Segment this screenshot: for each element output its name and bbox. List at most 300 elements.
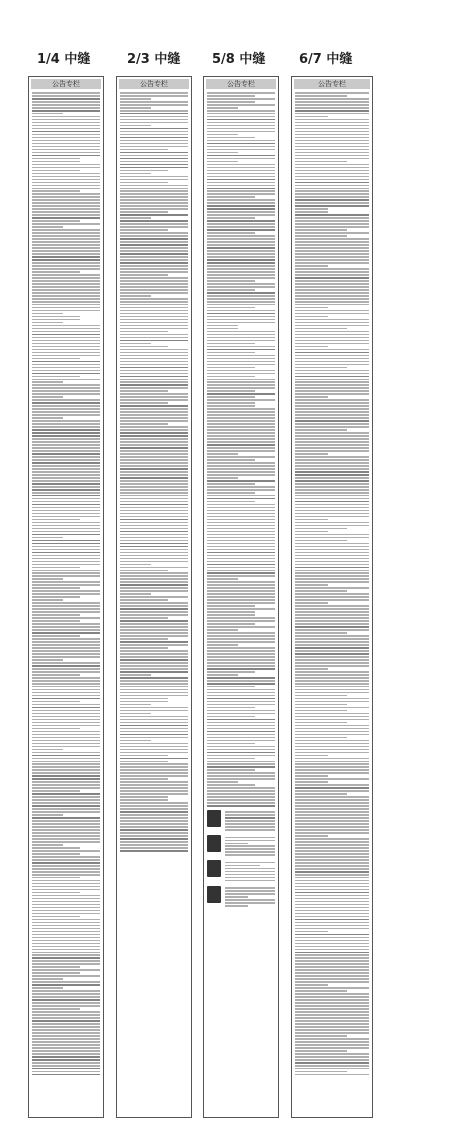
text-line [295,137,369,139]
text-line [295,247,369,249]
text-line [120,546,188,548]
text-line [120,766,188,768]
text-line [120,101,188,103]
text-line [120,182,168,184]
text-line [295,208,328,210]
notice-body [32,92,100,1075]
text-line [120,358,188,360]
text-line [295,886,369,888]
text-line [295,668,328,670]
text-line [120,301,188,303]
text-line [295,802,369,804]
text-line [207,373,275,375]
text-line [120,531,188,533]
text-line [32,164,100,166]
text-line [295,531,328,533]
text-line [207,190,275,192]
text-line [120,719,188,721]
text-line [207,769,255,771]
text-line [295,441,369,443]
text-line [207,232,255,234]
text-line [295,229,347,231]
text-line [32,916,80,918]
text-line [120,534,188,536]
text-line [120,438,188,440]
text-line [295,259,369,261]
text-line [295,202,369,204]
text-line [207,113,275,115]
text-line [32,1008,80,1010]
text-line [120,716,188,718]
text-line [207,337,275,339]
text-line [295,710,347,712]
text-line [225,871,275,873]
text-line [295,185,369,187]
text-line [207,271,275,273]
text-line [207,274,275,276]
text-line [32,584,100,586]
text-line [207,659,275,661]
text-line [207,229,275,231]
text-line [295,755,328,757]
text-line [32,614,80,616]
text-line [207,381,275,383]
text-line [295,763,369,765]
text-line [295,895,369,897]
text-line [120,737,188,739]
text-line [120,602,188,604]
text-line [295,698,369,700]
text-line [32,408,100,410]
text-line [32,298,100,300]
text-line [295,844,369,846]
text-line [32,1044,100,1046]
text-line [32,650,100,652]
text-line [207,602,275,604]
text-line [225,854,275,856]
text-line [295,641,369,643]
text-line [32,832,100,834]
text-line [32,190,80,192]
text-line [120,176,188,178]
text-line [32,623,100,625]
text-line [295,292,369,294]
text-line [295,960,369,962]
text-line [207,158,275,160]
text-line [32,590,100,592]
text-line [120,811,188,813]
text-line [32,534,100,536]
text-line [32,355,100,357]
text-line [207,101,255,103]
text-line [295,492,369,494]
text-line [295,125,369,127]
text-line [32,343,100,345]
text-line [32,271,80,273]
text-line [207,110,275,112]
text-line [32,874,100,876]
text-line [295,659,369,661]
text-line [32,680,100,682]
text-line [32,462,100,464]
text-line [295,101,369,103]
text-line [295,987,369,989]
text-line [32,940,100,942]
text-line [295,164,369,166]
text-line [295,1008,369,1010]
text-line [295,355,369,357]
text-line [120,432,188,434]
text-line [207,614,255,616]
text-line [120,292,188,294]
text-line [207,590,275,592]
text-line [32,957,100,959]
text-line [207,668,275,670]
text-line [120,370,188,372]
text-line [120,381,188,383]
text-line [295,990,347,992]
text-line [295,417,369,419]
text-line [120,414,188,416]
text-line [207,220,275,222]
text-line [32,173,100,175]
text-line [120,247,188,249]
text-line [295,826,369,828]
text-line [295,513,369,515]
text-line [295,841,369,843]
text-line [295,829,369,831]
text-line [120,793,188,795]
text-line [120,125,151,127]
text-line [32,749,63,751]
text-line [32,587,80,589]
text-line [207,650,275,652]
text-line [295,910,369,912]
text-line [120,725,188,727]
text-line [207,104,275,106]
text-line [295,635,369,637]
text-line [295,766,369,768]
text-line [32,170,80,172]
text-line [32,763,100,765]
text-line [207,414,275,416]
text-line [32,161,80,163]
text-line [295,432,369,434]
text-line [207,250,275,252]
text-line [120,250,188,252]
text-line [295,140,369,142]
text-line [207,605,255,607]
text-line [295,358,369,360]
text-line [295,131,369,133]
text-line [207,528,275,530]
text-line [207,423,275,425]
text-line [295,1020,369,1022]
text-line [295,761,369,763]
photo-notice [207,835,275,857]
text-line [120,122,188,124]
notice-text-lines [295,92,369,1075]
text-line [295,399,369,401]
text-line [32,196,100,198]
text-line [295,1065,369,1067]
text-line [225,848,275,850]
text-line [295,504,369,506]
text-line [32,1050,100,1052]
text-line [225,905,248,907]
text-line [295,396,328,398]
text-line [120,232,188,234]
text-line [32,367,100,369]
text-line [32,752,100,754]
text-line [120,289,188,291]
text-line [295,193,369,195]
text-line [207,265,275,267]
text-line [295,883,369,885]
text-line [32,826,100,828]
text-line [32,220,80,222]
text-line [32,456,100,458]
text-line [295,214,369,216]
text-line [295,274,369,276]
text-line [32,540,100,542]
text-line [207,411,275,413]
text-line [295,584,328,586]
text-line [295,235,347,237]
text-line [120,119,188,121]
text-line [207,185,275,187]
text-line [207,352,255,354]
text-line [295,901,369,903]
text-line [207,704,275,706]
photo-notice-text [225,860,275,882]
text-line [32,113,63,115]
text-line [32,611,100,613]
text-line [295,919,369,921]
text-line [295,1035,347,1037]
text-line [120,674,151,676]
text-line [207,286,275,288]
person-photo [207,810,221,827]
text-line [207,734,275,736]
text-line [120,778,168,780]
text-line [207,107,238,109]
text-line [295,316,328,318]
text-line [225,868,275,870]
text-line [32,686,100,688]
text-line [207,552,275,554]
text-line [295,501,369,503]
text-line [207,752,275,754]
text-line [120,605,188,607]
text-line [32,193,100,195]
text-line [295,561,369,563]
text-line [120,659,188,661]
text-line [120,462,188,464]
text-line [32,555,100,557]
text-line [32,256,100,258]
text-line [32,901,100,903]
text-line [120,638,168,640]
text-line [207,746,275,748]
text-line [120,283,188,285]
text-line [120,262,188,264]
text-line [32,522,100,524]
text-line [295,984,328,986]
text-line [32,1029,100,1031]
text-line [295,522,369,524]
text-line [32,435,100,437]
photo-notice [207,860,275,882]
text-line [32,644,100,646]
text-line [32,211,100,213]
text-line [225,829,275,831]
text-line [120,238,188,240]
text-line [207,671,255,673]
text-line [120,196,188,198]
text-line [295,817,369,819]
text-line [120,435,188,437]
text-line [120,593,151,595]
text-line [32,1065,100,1067]
text-line [207,217,255,219]
text-line [295,599,369,601]
text-line [295,820,369,822]
text-line [295,877,369,879]
text-line [295,340,369,342]
text-line [120,229,168,231]
text-line [120,95,188,97]
text-line [120,784,188,786]
text-line [32,149,100,151]
text-line [295,241,369,243]
text-line [295,149,369,151]
text-line [207,211,275,213]
text-line [32,575,100,577]
text-line [295,367,347,369]
text-line [120,483,188,485]
text-line [32,501,100,503]
text-line [120,752,188,754]
text-line [207,331,275,333]
text-line [32,814,63,816]
text-line [32,459,100,461]
text-line [120,152,188,154]
text-line [120,781,188,783]
text-line [120,641,188,643]
text-line [120,343,151,345]
text-line [32,1071,100,1073]
text-line [207,450,275,452]
text-line [207,161,238,163]
text-line [295,1011,369,1013]
text-line [120,241,188,243]
text-line [207,325,238,327]
text-line [207,647,275,649]
text-line [120,596,188,598]
text-line [120,561,188,563]
text-line [32,1020,100,1022]
text-line [32,635,80,637]
column-header: 公告专栏 [119,79,189,89]
text-line [207,292,275,294]
text-line [207,772,275,774]
text-line [32,516,100,518]
text-line [207,722,275,724]
text-line [295,1068,369,1070]
text-line [32,850,100,852]
text-line [120,799,168,801]
text-line [120,128,188,130]
text-line [295,277,369,279]
text-line [295,182,369,184]
text-line [295,874,369,876]
text-line [120,352,188,354]
text-line [225,899,275,901]
text-line [32,1038,100,1040]
text-line [120,98,151,100]
text-line [32,784,100,786]
text-line [207,474,275,476]
text-line [32,972,80,974]
text-line [207,561,275,563]
text-line [120,632,188,634]
text-line [295,722,347,724]
text-line [207,674,238,676]
text-line [32,880,100,882]
text-line [295,805,369,807]
text-line [295,408,369,410]
text-line [295,683,369,685]
text-line [295,946,369,948]
text-line [295,892,369,894]
text-line [207,405,255,407]
text-line [120,202,188,204]
text-line [295,304,369,306]
text-line [32,185,100,187]
text-line [207,408,275,410]
text-line [295,644,369,646]
text-line [120,498,188,500]
person-photo [207,835,221,852]
text-line [32,883,100,885]
text-line [207,420,275,422]
text-line [120,647,168,649]
text-line [207,116,275,118]
text-line [32,417,63,419]
text-line [32,978,63,980]
text-line [225,826,275,828]
text-line [32,740,100,742]
text-line [32,689,100,691]
text-line [207,462,275,464]
text-line [295,268,369,270]
text-line [295,1071,347,1073]
text-line [120,319,188,321]
text-line [295,752,369,754]
text-line [120,450,188,452]
text-line [207,396,255,398]
text-line [120,286,188,288]
text-line [207,170,275,172]
text-line [32,1056,100,1058]
text-line [207,447,275,449]
text-line [120,185,188,187]
text-line [32,217,100,219]
text-line [207,608,275,610]
text-line [120,608,188,610]
text-line [32,811,100,813]
